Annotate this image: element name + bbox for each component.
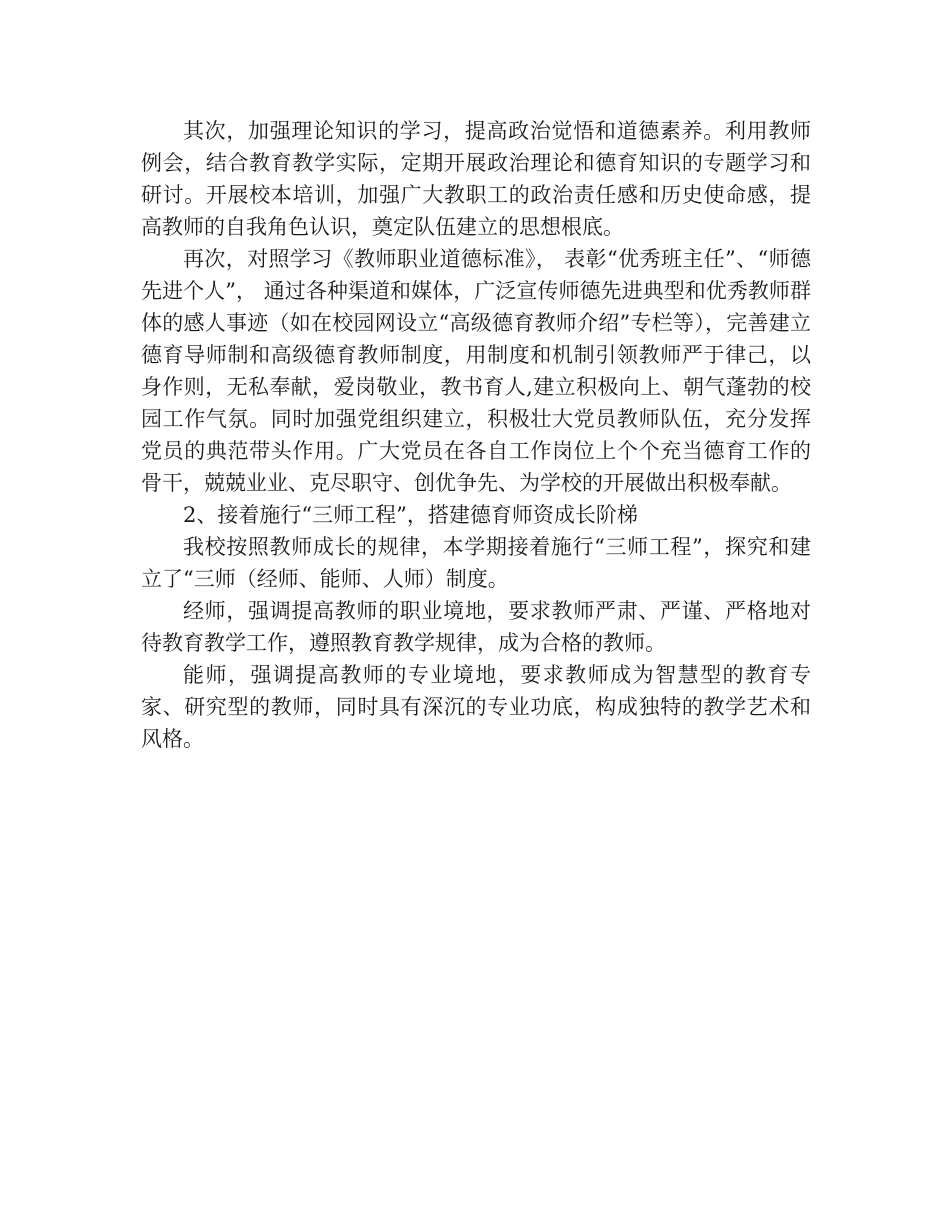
section-heading: 2、接着施行“三师工程”，搭建德育师资成长阶梯 [183,503,638,527]
paragraph-3: 我校按照教师成长的规律，本学期接着施行“三师工程”，探究和建立了“三师（经师、能师、人师）制度。 [141,535,811,591]
paragraph-4: 经师，强调提高教师的职业境地，要求教师严肃、严谨、严格地对待教育教学工作，遵照教育教学规律，成为合格的教师。 [141,599,811,655]
paragraph-2: 再次，对照学习《教师职业道德标准》， 表彰“优秀班主任”、“师德先进个人”， 通过各种渠道和媒体，广泛宣传师德先进典型和优秀教师群体的感人事迹（如在校园网设立“高级德育教师介绍”专栏等），完善建立德育导师制和高级德育教师制度，用制度和机制引领教师严于律己，以身作则，无私奉献，爱岗敬业，教书育人,建立积极向上、朝气蓬勃的校园工作气氛。同时加强党组织建立，积极壮大党员教师队伍，充分发挥党员的典范带头作用。广大党员在各自工作岗位上个个充当德育工作的骨干，兢兢业业、克尽职守、创优争先、为学校的开展做出积极奉献。 [141,247,811,495]
paragraph-5: 能师，强调提高教师的专业境地，要求教师成为智慧型的教育专家、研究型的教师，同时具有深沉的专业功底，构成独特的教学艺术和风格。 [141,663,811,751]
document-body [141,115,811,755]
paragraph-1: 其次，加强理论知识的学习，提高政治觉悟和道德素养。利用教师例会，结合教育教学实际，定期开展政治理论和德育知识的专题学习和研讨。开展校本培训，加强广大教职工的政治责任感和历史使命感，提高教师的自我角色认识，奠定队伍建立的思想根底。 [141,119,811,239]
